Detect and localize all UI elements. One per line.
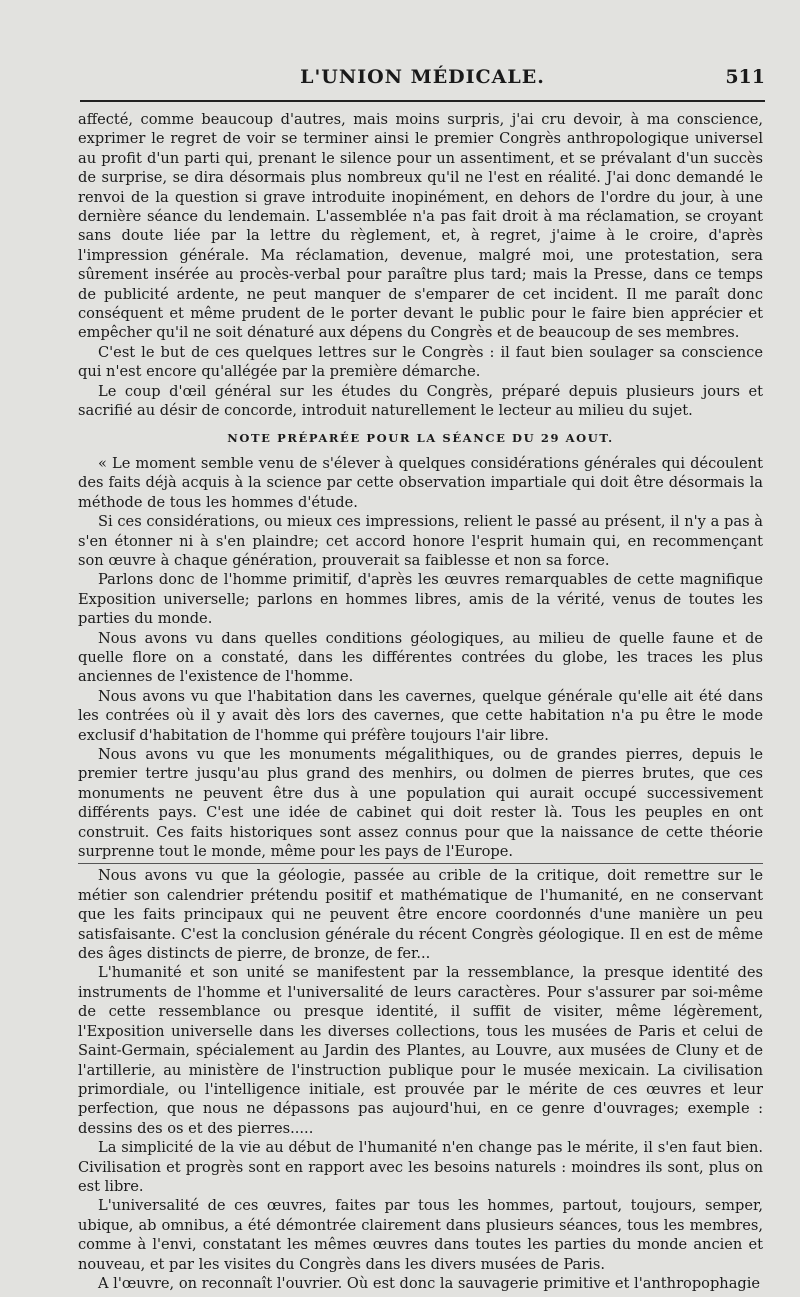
body-text [78, 110, 763, 1293]
running-head: L'UNION MÉDICALE. [300, 66, 545, 88]
paragraph: affecté, comme beaucoup d'autres, mais moins surpris, j'ai cru devoir, à ma conscience, exprimer le regret de voir se terminer ainsi le premier Congrès anthropologique universel au profit d'un parti qui, prenant le silence pour un assentiment, et se prévalant d'un succès de surprise, se dira désormais plus nombreux qu'il ne l'est en réalité. J'ai donc demandé le renvoi de la question si grave introduite inopinément, en dehors de l'ordre du jour, à une dernière séance du lendemain. L'assemblée n'a pas fait droit à ma réclamation, se croyant sans doute liée par la lettre du règlement, et, à regret, j'aime à le croire, d'après l'impression générale. Ma réclamation, devenue, malgré moi, une protestation, sera sûrement insérée au procès-verbal pour paraître plus tard; mais la Presse, dans ce temps de publicité ardente, ne peut manquer de s'emparer de cet incident. Il me paraît donc conséquent et même prudent de le porter devant le public pour le faire bien apprécier et empêcher qu'il ne soit dénaturé aux dépens du Congrès et de beaucoup de ses membres. [78, 111, 763, 342]
paragraph: Le coup d'œil général sur les études du Congrès, préparé depuis plusieurs jours et sacrifié au désir de concorde, introduit naturellement le lecteur au milieu du sujet. [78, 382, 763, 420]
paragraph: C'est le but de ces quelques lettres sur le Congrès : il faut bien soulager sa conscience qui n'est encore qu'allégée par la première démarche. [78, 343, 763, 381]
paragraph: Nous avons vu que les monuments mégalithiques, ou de grandes pierres, depuis le premier tertre jusqu'au plus grand des menhirs, ou dolmen de pierres brutes, que ces monuments ne peuvent être dus à une population qui aurait occupé successivement différents pays. C'est une idée de cabinet qui doit rester là. Tous les peuples en ont construit. Ces faits historiques sont assez connus pour que la naissance de cette théorie surprenne tout le monde, même pour les pays de l'Europe. [78, 746, 763, 861]
section-divider [78, 863, 763, 864]
paragraph: La simplicité de la vie au début de l'humanité n'en change pas le mérite, il s'en faut bien. Civilisation et progrès sont en rapport avec les besoins naturels : moindres ils sont, plus on est libre. [78, 1139, 763, 1195]
paragraph: Nous avons vu que la géologie, passée au crible de la critique, doit remettre sur le métier son calendrier prétendu positif et mathématique de l'humanité, en ne conservant que les faits principaux qui ne peuvent être encore coordonnés d'une manière un peu satisfaisante. C'est la conclusion générale du récent Congrès géologique. Il en est de même des âges distincts de pierre, de bronze, de fer... [78, 867, 763, 963]
paragraph: Si ces considérations, ou mieux ces impressions, relient le passé au présent, il n'y a pas à s'en étonner ni à s'en plaindre; cet accord honore l'esprit humain qui, en recommençant son œuvre à chaque génération, prouverait sa faiblesse et non sa force. [78, 513, 763, 569]
note-title: NOTE PRÉPARÉE POUR LA SÉANCE DU 29 AOUT. [227, 430, 614, 445]
paragraph: L'universalité de ces œuvres, faites par tous les hommes, partout, toujours, semper, ubique, ab omnibus, a été démontrée clairement dans plusieurs séances, tous les membres, comme à l'envi, constatant les mêmes œuvres dans toutes les parties du monde ancien et nouveau, et par les visites du Congrès dans les divers musées de Paris. [78, 1197, 763, 1273]
paragraph: Parlons donc de l'homme primitif, d'après les œuvres remarquables de cette magnifique Exposition universelle; parlons en hommes libres, amis de la vérité, venus de toutes les parties du monde. [78, 571, 763, 628]
paragraph: Nous avons vu dans quelles conditions géologiques, au milieu de quelle faune et de quelle flore on a constaté, dans les différentes contrées du globe, les traces les plus anciennes de l'existence de l'homme. [78, 629, 763, 686]
page-number: 511 [725, 66, 765, 88]
page-header [80, 60, 765, 100]
paragraph: L'humanité et son unité se manifestent par la ressemblance, la presque identité des instruments de l'homme et l'universalité de leurs caractères. Pour s'assurer par soi-même de cette ressemblance ou presque identité, il suffit de visiter, même légèrement, l'Exposition universelle dans les diverses collections, tous les musées de Paris et celui de Saint-Germain, spécialement au Jardin des Plantes, au Louvre, aux musées de Cluny et de l'artillerie, au ministère de l'instruction publique pour le musée mexicain. La civilisation primordiale, ou l'intelligence initiale, est prouvée par le mérite de ces œuvres et leur perfection, que nous ne dépassons pas aujourd'hui, en ce genre d'ouvrages; exemple : dessins des os et des pierres..... [78, 964, 763, 1137]
header-rule [80, 100, 765, 102]
paragraph: Nous avons vu que l'habitation dans les cavernes, quelque générale qu'elle ait été dans les contrées où il y avait dès lors des cavernes, que cette habitation n'a pu être le mode exclusif d'habitation de l'homme qui préfère toujours l'air libre. [78, 687, 763, 744]
paragraph: A l'œuvre, on reconnaît l'ouvrier. Où est donc la sauvagerie primitive et l'anthropophagie [98, 1274, 761, 1292]
paragraph: « Le moment semble venu de s'élever à quelques considérations générales qui découlent des faits déjà acquis à la science par cette observation impartiale qui doit être désormais la méthode de tous les hommes d'étude. [78, 454, 763, 511]
